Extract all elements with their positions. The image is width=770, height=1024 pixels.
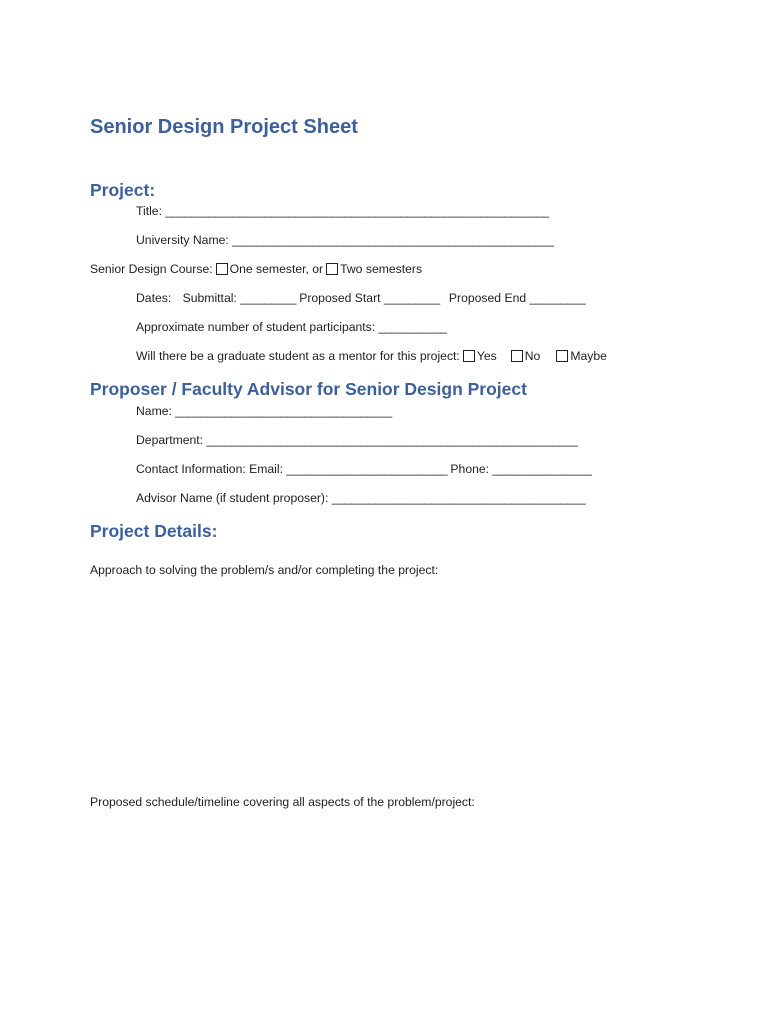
two-semesters-label: Two semesters [340,262,423,276]
proposed-end-field[interactable]: _________ [529,291,586,305]
course-row [90,262,422,276]
university-field[interactable]: ____________________________________________________ [232,233,554,247]
department-field[interactable]: ____________________________________________________________ [206,433,578,447]
participants-label: Approximate number of student participants: [136,320,376,334]
mentor-maybe-label: Maybe [570,349,607,363]
title-label: Title: [136,204,162,218]
participants-row [136,320,447,334]
advisor-row [136,491,585,505]
proposed-end-label: Proposed End [448,291,527,305]
name-field[interactable]: ___________________________________ [175,404,392,418]
mentor-no-checkbox[interactable] [511,350,523,362]
department-row [136,433,577,447]
advisor-label: Advisor Name (if student proposer): [136,491,329,505]
title-row [136,204,548,218]
submittal-field[interactable]: _________ [240,291,296,305]
mentor-no-label: No [524,349,541,363]
schedule-answer-area[interactable] [90,818,680,998]
submittal-label: Submittal: [182,291,237,305]
proposed-start-field[interactable]: _________ [383,291,440,305]
mentor-yes-label: Yes [476,349,497,363]
university-row [136,233,553,247]
mentor-row [136,349,607,363]
email-field[interactable]: __________________________ [286,462,448,476]
mentor-yes-checkbox[interactable] [463,350,475,362]
dates-label: Dates: [136,291,172,305]
title-field[interactable]: ______________________________________________________________ [165,204,549,218]
one-semester-checkbox[interactable] [216,263,228,275]
proposed-start-label: Proposed Start [299,291,381,305]
project-heading: Project: [90,180,156,200]
course-label: Senior Design Course: [90,262,213,276]
name-label: Name: [136,404,172,418]
contact-label: Contact Information: Email: [136,462,283,476]
one-semester-label: One semester, or [229,262,324,276]
name-row [136,404,392,418]
approach-answer-area[interactable] [90,585,680,785]
phone-field[interactable]: ________________ [492,462,592,476]
university-label: University Name: [136,233,229,247]
two-semesters-checkbox[interactable] [326,263,338,275]
proposer-heading: Proposer / Faculty Advisor for Senior Design Project [90,379,527,399]
schedule-label: Proposed schedule/timeline covering all aspects of the problem/project: [90,795,475,809]
page-title: Senior Design Project Sheet [90,116,358,138]
department-label: Department: [136,433,204,447]
phone-label: Phone: [450,462,490,476]
mentor-label: Will there be a graduate student as a mentor for this project: [136,349,460,363]
mentor-maybe-checkbox[interactable] [556,350,568,362]
approach-label: Approach to solving the problem/s and/or completing the project: [90,563,439,577]
dates-row [136,291,585,305]
advisor-field[interactable]: _________________________________________ [331,491,586,505]
contact-row [136,462,591,476]
participants-field[interactable]: ___________ [378,320,447,334]
details-heading: Project Details: [90,521,218,541]
